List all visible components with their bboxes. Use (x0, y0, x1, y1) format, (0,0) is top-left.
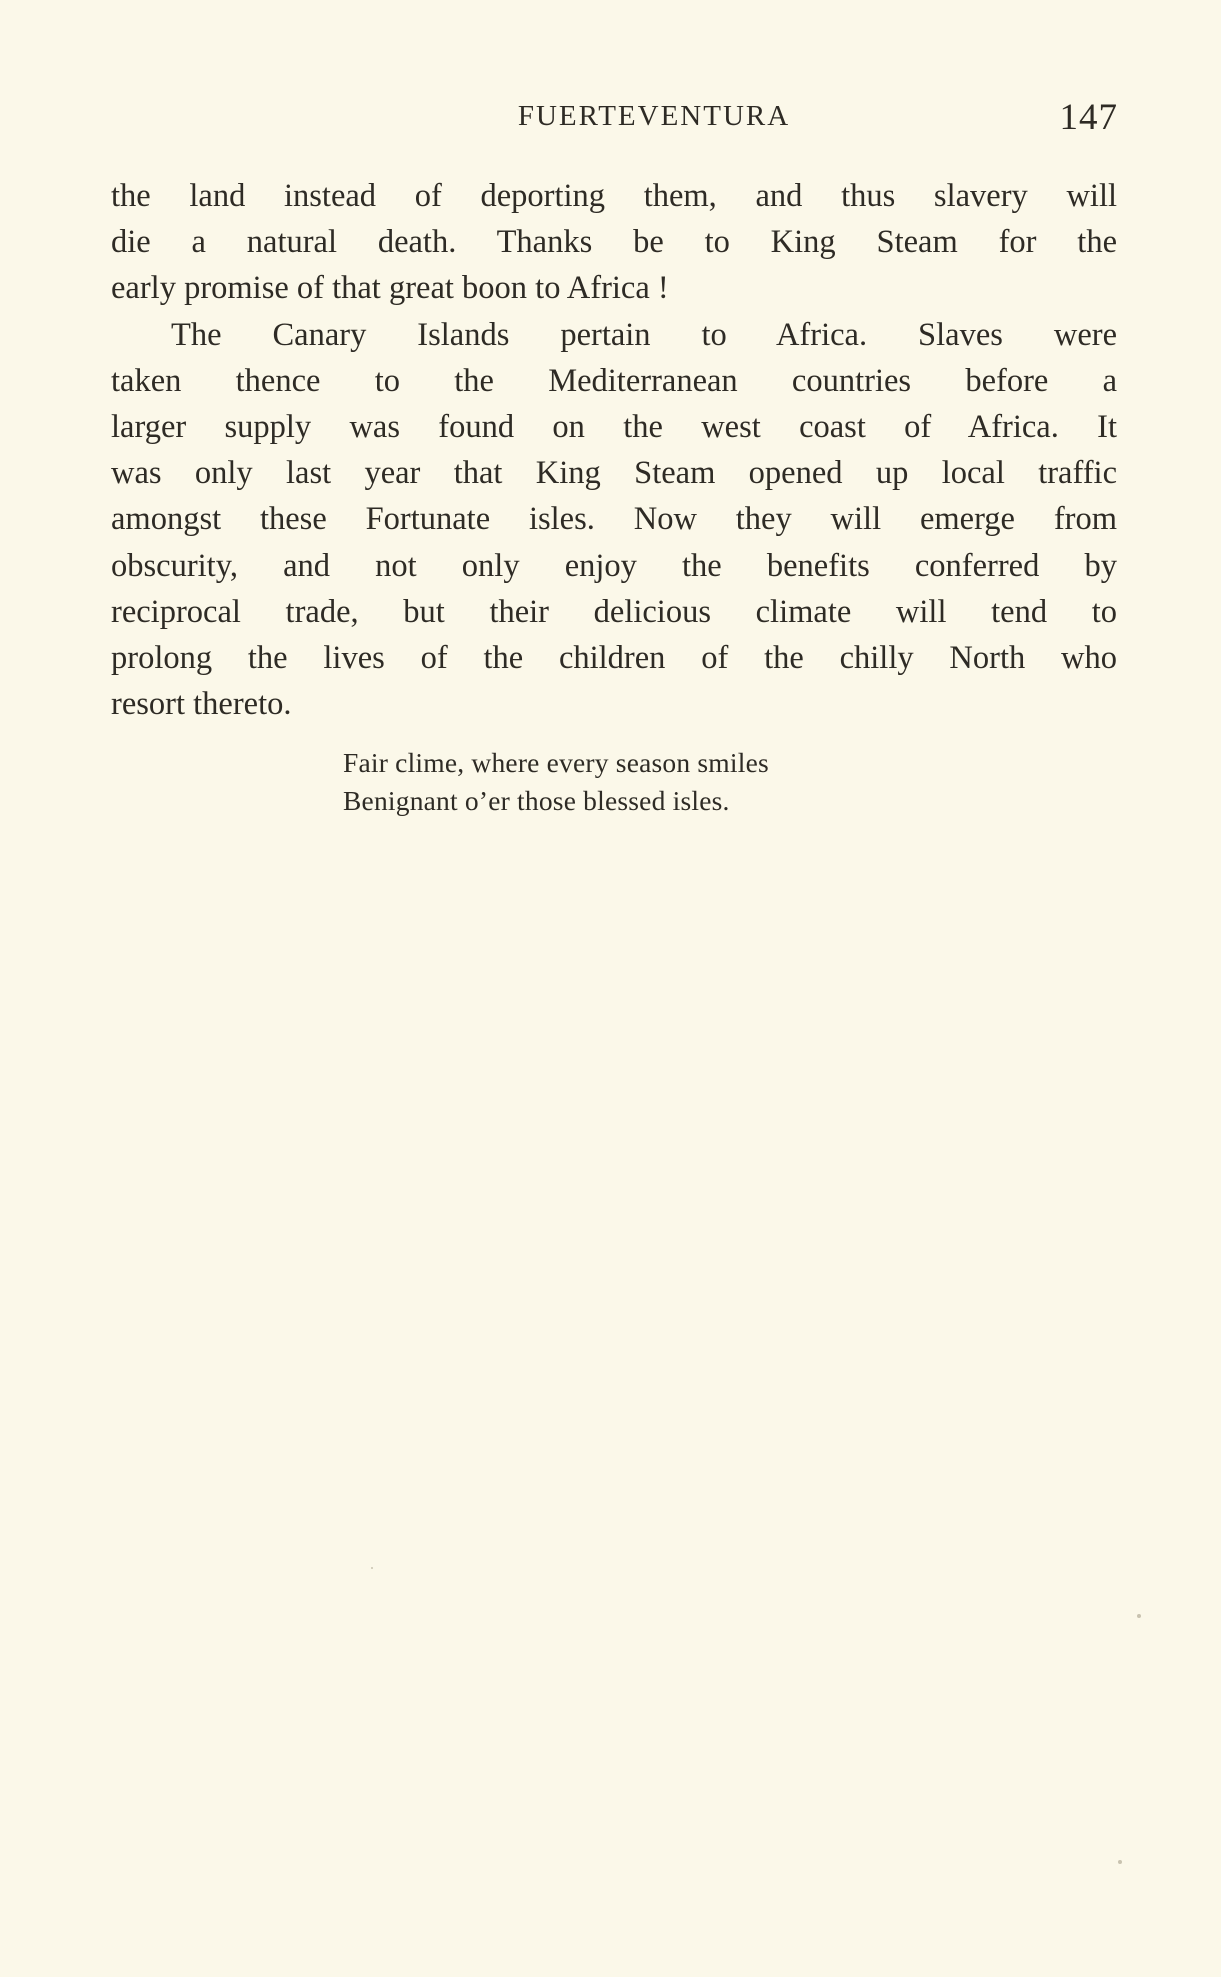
text-line: larger supply was found on the west coast of Africa. It (111, 408, 1117, 445)
paper-speck (1137, 1614, 1141, 1618)
text-line: was only last year that King Steam opened up local traffic (111, 455, 1117, 492)
text-line: prolong the lives of the children of the chilly North who (111, 639, 1117, 676)
text-line: the land instead of deporting them, and thus slavery will (111, 178, 1117, 214)
verse-quotation (343, 744, 769, 820)
text-line: amongst these Fortunate isles. Now they will emerge from (111, 501, 1117, 538)
running-title: FUERTEVENTURA (517, 100, 791, 132)
running-head (110, 96, 1118, 140)
text-line: reciprocal trade, but their delicious climate will tend to (111, 593, 1117, 630)
text-line: The Canary Islands pertain to Africa. Slaves were (171, 316, 1117, 353)
verse-line: Benignant o’er those blessed isles. (343, 785, 730, 816)
text-line: early promise of that great boon to Africa ! (111, 270, 669, 307)
body-text (111, 173, 1117, 727)
text-line: die a natural death. Thanks be to King Steam for the (111, 224, 1117, 261)
page-number: 147 (1059, 97, 1118, 138)
text-line: obscurity, and not only enjoy the benefits conferred by (111, 547, 1117, 584)
text-line: taken thence to the Mediterranean countries before a (111, 362, 1117, 399)
text-line: resort thereto. (111, 686, 292, 723)
paper-speck (1118, 1860, 1122, 1864)
verse-line: Fair clime, where every season smiles (343, 747, 769, 778)
paper-speck (371, 1567, 373, 1569)
